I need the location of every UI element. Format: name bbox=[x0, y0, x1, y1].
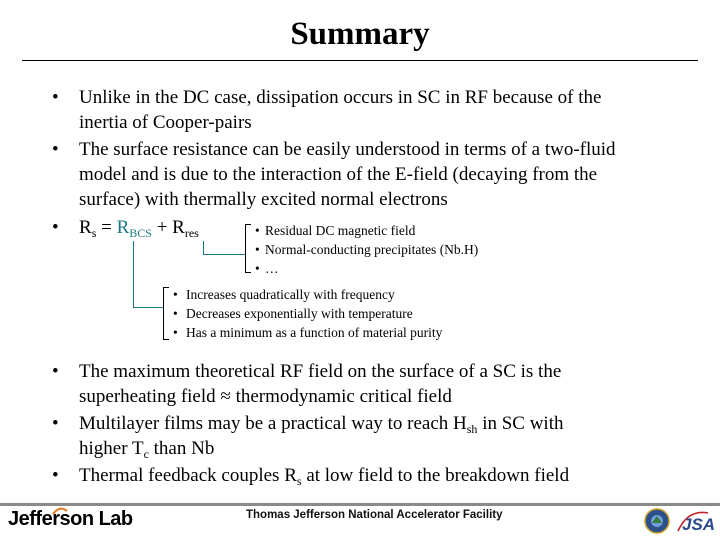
residual-bullet-marker: • bbox=[255, 261, 260, 276]
rres-r: R bbox=[172, 217, 185, 238]
bcs-bullet-marker: • bbox=[173, 306, 178, 321]
rbcs-subscript: BCS bbox=[129, 226, 152, 240]
bullet-5-text-d: than Nb bbox=[148, 438, 215, 459]
bullet-marker: • bbox=[52, 361, 59, 382]
residual-bracket bbox=[245, 224, 251, 273]
bullet-marker: • bbox=[52, 87, 59, 108]
footer-divider bbox=[0, 503, 720, 506]
rs-equation bbox=[79, 215, 199, 240]
doe-seal-icon bbox=[643, 508, 671, 534]
slide-title: Summary bbox=[290, 16, 430, 52]
residual-cause-3: … bbox=[265, 261, 279, 276]
rbcs-r: R bbox=[116, 217, 130, 238]
bullet-5-text-c: higher T bbox=[79, 438, 144, 459]
bullet-marker: • bbox=[52, 139, 59, 160]
bullet-4-text-b: thermodynamic critical field bbox=[230, 386, 452, 407]
rs-plus: + bbox=[151, 217, 173, 238]
jefferson-lab-logo: Jefferson Lab bbox=[8, 508, 133, 530]
bullet-5-line-1 bbox=[79, 411, 564, 436]
bcs-bullet-marker: • bbox=[173, 287, 178, 302]
residual-bullet-marker: • bbox=[255, 223, 260, 238]
rs-subscript-2: s bbox=[296, 474, 302, 488]
bullet-1-line-1: Unlike in the DC case, dissipation occurs in SC in RF because of the bbox=[79, 87, 602, 108]
bcs-bullet-marker: • bbox=[173, 325, 178, 340]
logo-swoosh-icon bbox=[52, 507, 68, 515]
residual-bullet-marker: • bbox=[255, 242, 260, 257]
bcs-property-1: Increases quadratically with frequency bbox=[186, 287, 395, 302]
jsa-logo-icon bbox=[674, 507, 718, 535]
rs-subscript: s bbox=[91, 226, 97, 240]
bullet-1-line-2: inertia of Cooper-pairs bbox=[79, 112, 252, 133]
bullet-4-line-1: The maximum theoretical RF field on the surface of a SC is the bbox=[79, 361, 562, 382]
bullet-5-line-2 bbox=[79, 436, 214, 461]
rres-subscript: res bbox=[184, 226, 199, 240]
rres-connector bbox=[203, 241, 246, 255]
bcs-property-2: Decreases exponentially with temperature bbox=[186, 306, 413, 321]
bullet-4-text-a: superheating field bbox=[79, 386, 221, 407]
bullet-6-line-1 bbox=[79, 463, 569, 488]
bullet-marker: • bbox=[52, 465, 59, 486]
rbcs-connector bbox=[133, 241, 164, 308]
bcs-bracket bbox=[163, 287, 169, 340]
rbcs-symbol bbox=[117, 217, 152, 238]
approx-symbol: ≈ bbox=[220, 386, 231, 407]
hsh-subscript: sh bbox=[466, 422, 478, 436]
bullet-5-text-b: in SC with bbox=[477, 413, 564, 434]
jsa-logo-text: JSA bbox=[682, 515, 716, 534]
footer-caption: Thomas Jefferson National Accelerator Facility bbox=[246, 509, 503, 521]
residual-cause-2: Normal-conducting precipitates (Nb.H) bbox=[265, 242, 479, 257]
bullet-2-line-1: The surface resistance can be easily understood in terms of a two-fluid bbox=[79, 139, 616, 160]
bullet-2-line-3: surface) with thermally excited normal electrons bbox=[79, 189, 448, 210]
bcs-property-3: Has a minimum as a function of material purity bbox=[186, 325, 443, 340]
bullet-6-text-b: at low field to the breakdown field bbox=[301, 465, 570, 486]
rres-symbol bbox=[172, 217, 199, 238]
residual-cause-1: Residual DC magnetic field bbox=[265, 223, 416, 238]
tc-subscript: c bbox=[143, 447, 149, 461]
bullet-marker: • bbox=[52, 217, 59, 238]
bullet-5-text-a: Multilayer films may be a practical way to reach H bbox=[79, 413, 467, 434]
bullet-2-line-2: model and is due to the interaction of the E-field (decaying from the bbox=[79, 164, 598, 185]
rs-symbol: R bbox=[79, 217, 92, 238]
title-divider bbox=[22, 60, 698, 61]
bullet-marker: • bbox=[52, 413, 59, 434]
bullet-6-text-a: Thermal feedback couples R bbox=[79, 465, 297, 486]
bullet-4-line-2 bbox=[79, 384, 452, 409]
rs-equals: = bbox=[96, 217, 117, 238]
